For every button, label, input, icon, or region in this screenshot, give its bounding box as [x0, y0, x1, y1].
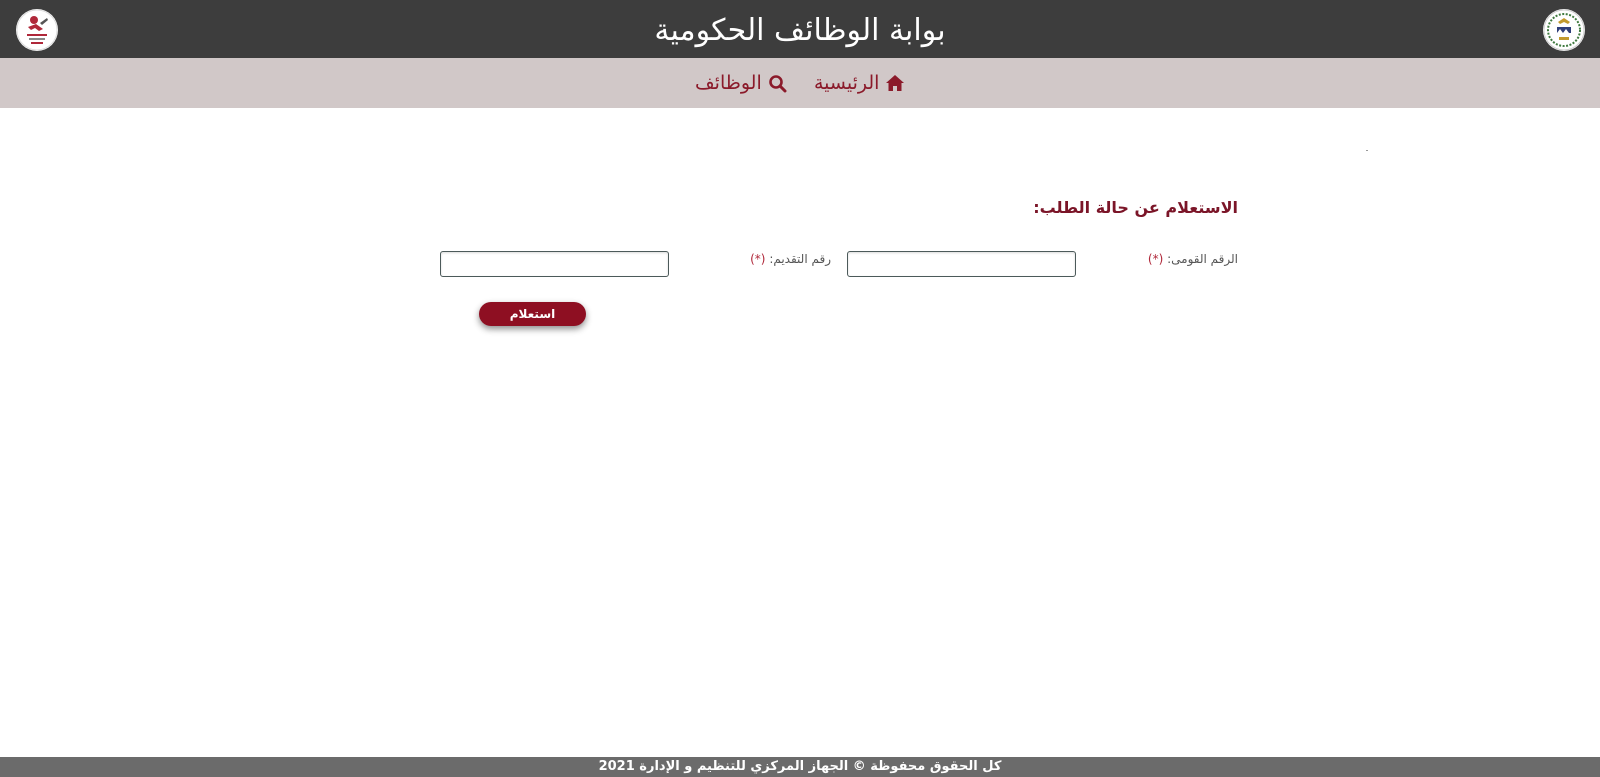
footer-copyright: كل الحقوق محفوظة © الجهاز المركزي للتنظيم و الإدارة 2021 — [598, 759, 1002, 774]
national-id-label — [1100, 252, 1238, 266]
nav-item-home[interactable] — [814, 58, 905, 108]
header — [0, 0, 1600, 58]
government-emblem[interactable] — [1543, 9, 1585, 51]
national-id-required-mark: (*) — [1147, 252, 1164, 266]
site-title: بوابة الوظائف الحكومية — [654, 13, 946, 48]
application-number-label — [700, 252, 831, 266]
application-number-label-text: رقم التقديم: — [769, 252, 831, 266]
inquiry-button[interactable]: استعلام — [479, 302, 586, 326]
home-icon — [885, 74, 905, 92]
application-number-required-mark: (*) — [750, 252, 766, 266]
main-nav — [0, 58, 1600, 108]
nav-item-jobs[interactable] — [695, 58, 787, 108]
nav-item-jobs-label: الوظائف — [695, 72, 762, 94]
decorative-dot — [1366, 150, 1368, 151]
national-id-input[interactable] — [847, 251, 1076, 277]
eagle-emblem-icon — [1543, 9, 1585, 51]
application-number-input[interactable] — [440, 251, 669, 277]
national-id-label-text: الرقم القومى: — [1167, 252, 1238, 266]
form-title: الاستعلام عن حالة الطلب: — [1033, 198, 1238, 217]
nav-item-home-label: الرئيسية — [814, 72, 880, 94]
search-icon — [768, 74, 787, 93]
footer — [0, 757, 1600, 777]
